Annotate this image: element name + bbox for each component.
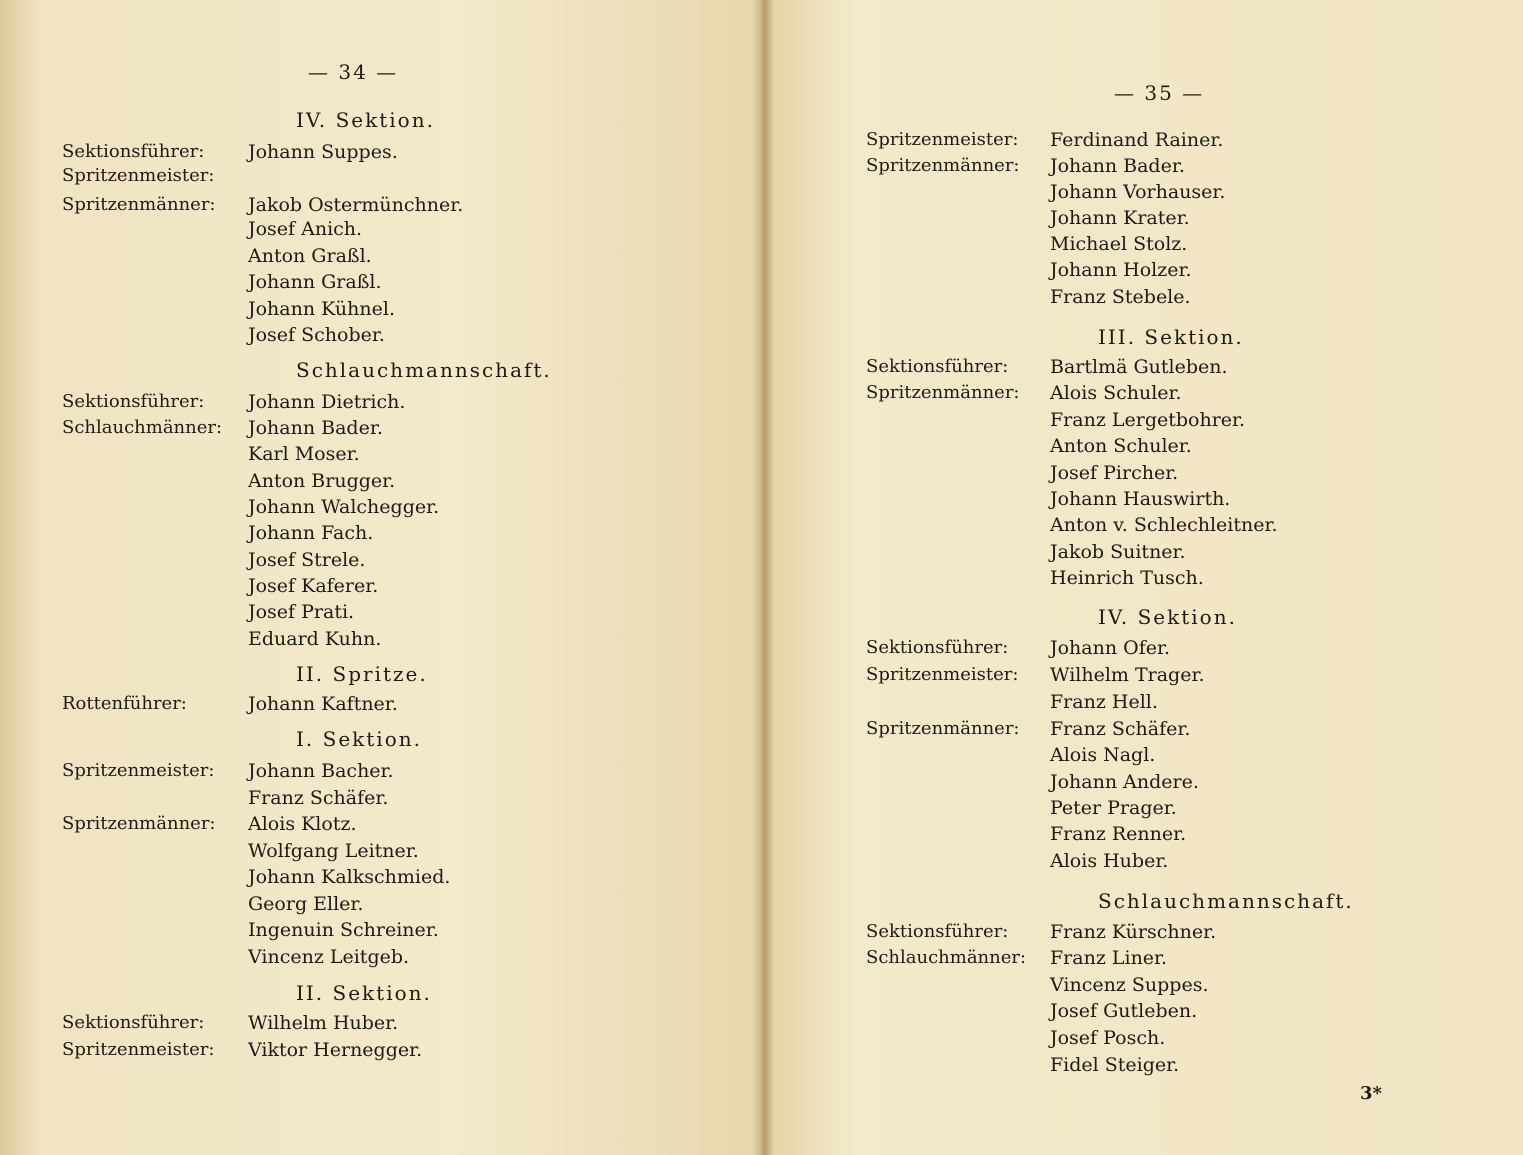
member-name: Johann Vorhauser. bbox=[1050, 181, 1226, 203]
member-name: Alois Nagl. bbox=[1050, 744, 1156, 766]
role-label: Spritzenmänner: bbox=[62, 194, 216, 215]
member-name: Johann Krater. bbox=[1050, 207, 1190, 229]
member-name: Johann Bacher. bbox=[248, 760, 394, 782]
member-name: Wilhelm Huber. bbox=[248, 1012, 399, 1034]
role-label: Spritzenmeister: bbox=[62, 1039, 215, 1060]
member-name: Alois Huber. bbox=[1050, 850, 1169, 872]
member-name: Johann Kühnel. bbox=[248, 298, 395, 320]
role-label: Sektionsführer: bbox=[866, 637, 1009, 658]
section-heading: Schlauchmannschaft. bbox=[1098, 889, 1354, 913]
member-name: Peter Prager. bbox=[1050, 797, 1177, 819]
role-label: Sektionsführer: bbox=[62, 1012, 205, 1033]
member-name: Josef Gutleben. bbox=[1050, 1000, 1198, 1022]
member-name: Viktor Hernegger. bbox=[248, 1039, 423, 1061]
member-name: Franz Renner. bbox=[1050, 823, 1187, 845]
member-name: Vincenz Suppes. bbox=[1050, 974, 1209, 996]
book-gutter bbox=[752, 0, 774, 1155]
member-name: Wolfgang Leitner. bbox=[248, 840, 419, 862]
section-heading: III. Sektion. bbox=[1098, 325, 1244, 349]
role-label: Spritzenmänner: bbox=[866, 382, 1020, 403]
role-label: Rottenführer: bbox=[62, 693, 187, 714]
member-name: Anton v. Schlechleitner. bbox=[1050, 514, 1278, 536]
member-name: Johann Fach. bbox=[248, 522, 374, 544]
page-stain bbox=[0, 0, 40, 1155]
section-heading: IV. Sektion. bbox=[296, 108, 435, 132]
member-name: Josef Prati. bbox=[248, 601, 355, 623]
member-name: Josef Posch. bbox=[1050, 1027, 1166, 1049]
role-label: Spritzenmeister: bbox=[62, 165, 215, 186]
member-name: Jakob Ostermünchner. bbox=[248, 194, 464, 216]
member-name: Karl Moser. bbox=[248, 443, 360, 465]
member-name: Ingenuin Schreiner. bbox=[248, 919, 439, 941]
member-name: Johann Walchegger. bbox=[248, 496, 440, 518]
member-name: Ferdinand Rainer. bbox=[1050, 129, 1224, 151]
member-name: Heinrich Tusch. bbox=[1050, 567, 1204, 589]
member-name: Johann Dietrich. bbox=[248, 391, 406, 413]
section-heading: Schlauchmannschaft. bbox=[296, 358, 552, 382]
member-name: Franz Kürschner. bbox=[1050, 921, 1217, 943]
member-name: Fidel Steiger. bbox=[1050, 1054, 1180, 1076]
member-name: Alois Schuler. bbox=[1050, 382, 1182, 404]
member-name: Franz Lergetbohrer. bbox=[1050, 409, 1246, 431]
role-label: Schlauchmänner: bbox=[62, 417, 223, 438]
signature-mark: 3* bbox=[1360, 1083, 1382, 1104]
member-name: Bartlmä Gutleben. bbox=[1050, 356, 1228, 378]
member-name: Franz Schäfer. bbox=[1050, 718, 1191, 740]
member-name: Johann Bader. bbox=[1050, 155, 1185, 177]
page-number: — 35 — bbox=[1114, 81, 1205, 105]
member-name: Anton Graßl. bbox=[248, 245, 372, 267]
section-heading: IV. Sektion. bbox=[1098, 605, 1237, 629]
role-label: Schlauchmänner: bbox=[866, 947, 1027, 968]
member-name: Johann Andere. bbox=[1050, 771, 1199, 793]
member-name: Franz Schäfer. bbox=[248, 787, 389, 809]
member-name: Josef Kaferer. bbox=[248, 575, 379, 597]
page-number: — 34 — bbox=[308, 60, 399, 84]
member-name: Jakob Suitner. bbox=[1050, 541, 1186, 563]
member-name: Johann Kaftner. bbox=[248, 693, 398, 715]
section-heading: II. Sektion. bbox=[296, 981, 432, 1005]
role-label: Spritzenmeister: bbox=[62, 760, 215, 781]
member-name: Johann Kalkschmied. bbox=[248, 866, 451, 888]
member-name: Johann Graßl. bbox=[248, 271, 382, 293]
member-name: Johann Suppes. bbox=[248, 141, 398, 163]
member-name: Josef Schober. bbox=[248, 324, 385, 346]
role-label: Spritzenmeister: bbox=[866, 129, 1019, 150]
role-label: Sektionsführer: bbox=[62, 141, 205, 162]
member-name: Josef Strele. bbox=[248, 549, 366, 571]
member-name: Johann Ofer. bbox=[1050, 637, 1171, 659]
role-label: Spritzenmänner: bbox=[62, 813, 216, 834]
member-name: Georg Eller. bbox=[248, 893, 364, 915]
member-name: Johann Hauswirth. bbox=[1050, 488, 1231, 510]
member-name: Alois Klotz. bbox=[248, 813, 357, 835]
member-name: Franz Hell. bbox=[1050, 691, 1158, 713]
role-label: Spritzenmänner: bbox=[866, 155, 1020, 176]
section-heading: II. Spritze. bbox=[296, 662, 428, 686]
role-label: Sektionsführer: bbox=[866, 921, 1009, 942]
member-name: Eduard Kuhn. bbox=[248, 628, 382, 650]
member-name: Anton Schuler. bbox=[1050, 435, 1192, 457]
member-name: Franz Liner. bbox=[1050, 947, 1168, 969]
member-name: Josef Pircher. bbox=[1050, 462, 1179, 484]
member-name: Franz Stebele. bbox=[1050, 286, 1191, 308]
member-name: Johann Bader. bbox=[248, 417, 383, 439]
member-name: Josef Anich. bbox=[248, 218, 363, 240]
member-name: Anton Brugger. bbox=[248, 470, 396, 492]
member-name: Johann Holzer. bbox=[1050, 259, 1192, 281]
member-name: Vincenz Leitgeb. bbox=[248, 946, 410, 968]
member-name: Michael Stolz. bbox=[1050, 233, 1188, 255]
section-heading: I. Sektion. bbox=[296, 727, 422, 751]
right-page bbox=[762, 0, 1523, 1155]
role-label: Spritzenmänner: bbox=[866, 718, 1020, 739]
role-label: Sektionsführer: bbox=[866, 356, 1009, 377]
role-label: Spritzenmeister: bbox=[866, 664, 1019, 685]
member-name: Wilhelm Trager. bbox=[1050, 664, 1205, 686]
role-label: Sektionsführer: bbox=[62, 391, 205, 412]
